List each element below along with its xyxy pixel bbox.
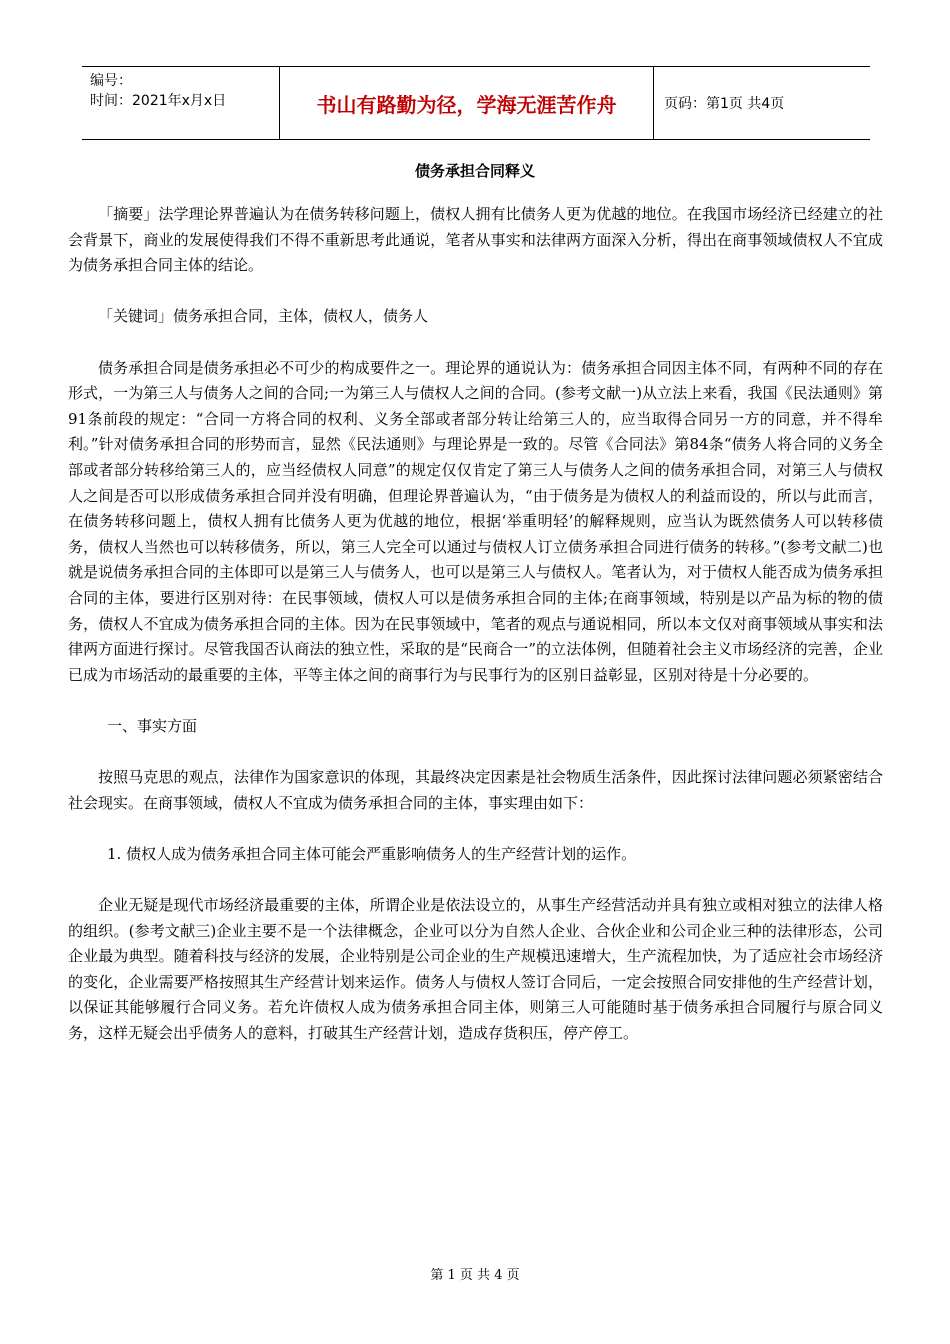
body-paragraph: 债务承担合同是债务承担必不可少的构成要件之一。理论界的通说认为：债务承担合同因主体不同，有两种不同的存在形式，一为第三人与债务人之间的合同;一为第三人与债权人之间的合同。(参考文献一)从立法上来看，我国《民法通则》第91条前段的规定：“合同一方将合同的权利、义务全部或者部分转让给第三人的，应当取得合同另一方的同意，并不得牟利。”针对债务承担合同的形势而言，显然《民法通则》与理论界是一致的。尽管《合同法》第84条“债务人将合同的义务全部或者部分转移给第三人的，应当经债权人同意”的规定仅仅肯定了第三人与债务人之间的债务承担合同，对第三人与债权人之间是否可以形成债务承担合同并没有明确，但理论界普遍认为，“由于债务是为债权人的利益而设的，所以与此而言，在债务转移问题上，债权人拥有比债务人更为优越的地位，根据‘举重明轻’的解释规则，应当认为既然债务人可以转移债务，债权人当然也可以转移债务，所以，第三人完全可以通过与债权人订立债务承担合同进行债务的转移。”(参考文献二)也就是说债务承担合同的主体即可以是第三人与债务人，也可以是第三人与债权人。笔者认为，对于债权人能否成为债务承担合同的主体，要进行区别对待：在民事领域，债权人可以是债务承担合同的主体;在商事领域，特别是以产品为标的物的债务，债权人不宜成为债务承担合同的主体。因为在民事领域中，笔者的观点与通说相同，所以本文仅对商事领域从事实和法律两方面进行探讨。尽管我国否认商法的独立性，采取的是“民商合一”的立法体例，但随着社会主义市场经济的完善，企业已成为市场活动的最重要的主体，平等主体之间的商事行为与民事行为的区别日益彰显，区别对待是十分必要的。 <box>68 358 883 684</box>
header-page-number: 页码：第1页 共4页 <box>664 96 785 112</box>
document-title: 债务承担合同释义 <box>414 162 535 180</box>
abstract-paragraph: 「摘要」法学理论界普遍认为在债务转移问题上，债权人拥有比债务人更为优越的地位。在我国市场经济已经建立的社会背景下，商业的发展使得我们不得不重新思考此通说，笔者从事实和法律两方面深入分析，得出在商事领域债权人不宜成为债务承担合同主体的结论。 <box>68 205 883 275</box>
doc-date-label: 时间：2021年x月x日 <box>90 93 227 109</box>
keywords-paragraph: 「关键词」债务承担合同，主体，债权人，债务人 <box>98 307 429 326</box>
header-meta <box>82 67 280 139</box>
subsection-heading: 1. 债权人成为债务承担合同主体可能会严重影响债务人的生产经营计划的运作。 <box>107 844 637 863</box>
body-paragraph: 按照马克思的观点，法律作为国家意识的体现，其最终决定因素是社会物质生活条件，因此探讨法律问题必须紧密结合社会现实。在商事领域，债权人不宜成为债务承担合同的主体，事实理由如下： <box>68 768 883 812</box>
document-body <box>68 202 883 1072</box>
header-motto: 书山有路勤为径，学海无涯苦作舟 <box>280 67 654 139</box>
doc-code-label: 编号： <box>90 73 132 89</box>
page-header <box>82 66 870 140</box>
body-paragraph: 企业无疑是现代市场经济最重要的主体，所谓企业是依法设立的，从事生产经营活动并具有独立或相对独立的法律人格的组织。(参考文献三)企业主要不是一个法律概念，企业可以分为自然人企业、合伙企业和公司企业三种的法律形态，公司企业最为典型。随着科技与经济的发展，企业特别是公司企业的生产规模迅速增大，生产流程加快，为了适应社会市场经济的变化，企业需要严格按照其生产经营计划来运作。债务人与债权人签订合同后，一定会按照合同安排他的生产经营计划，以保证其能够履行合同义务。若允许债权人成为债务承担合同主体，则第三人可能随时基于债务承担合同履行与原合同义务，这样无疑会出乎债务人的意料，打破其生产经营计划，造成存货积压，停产停工。 <box>68 896 883 1042</box>
section-heading: 一、事实方面 <box>107 716 198 735</box>
page-footer: 第 1 页 共 4 页 <box>430 1268 520 1283</box>
